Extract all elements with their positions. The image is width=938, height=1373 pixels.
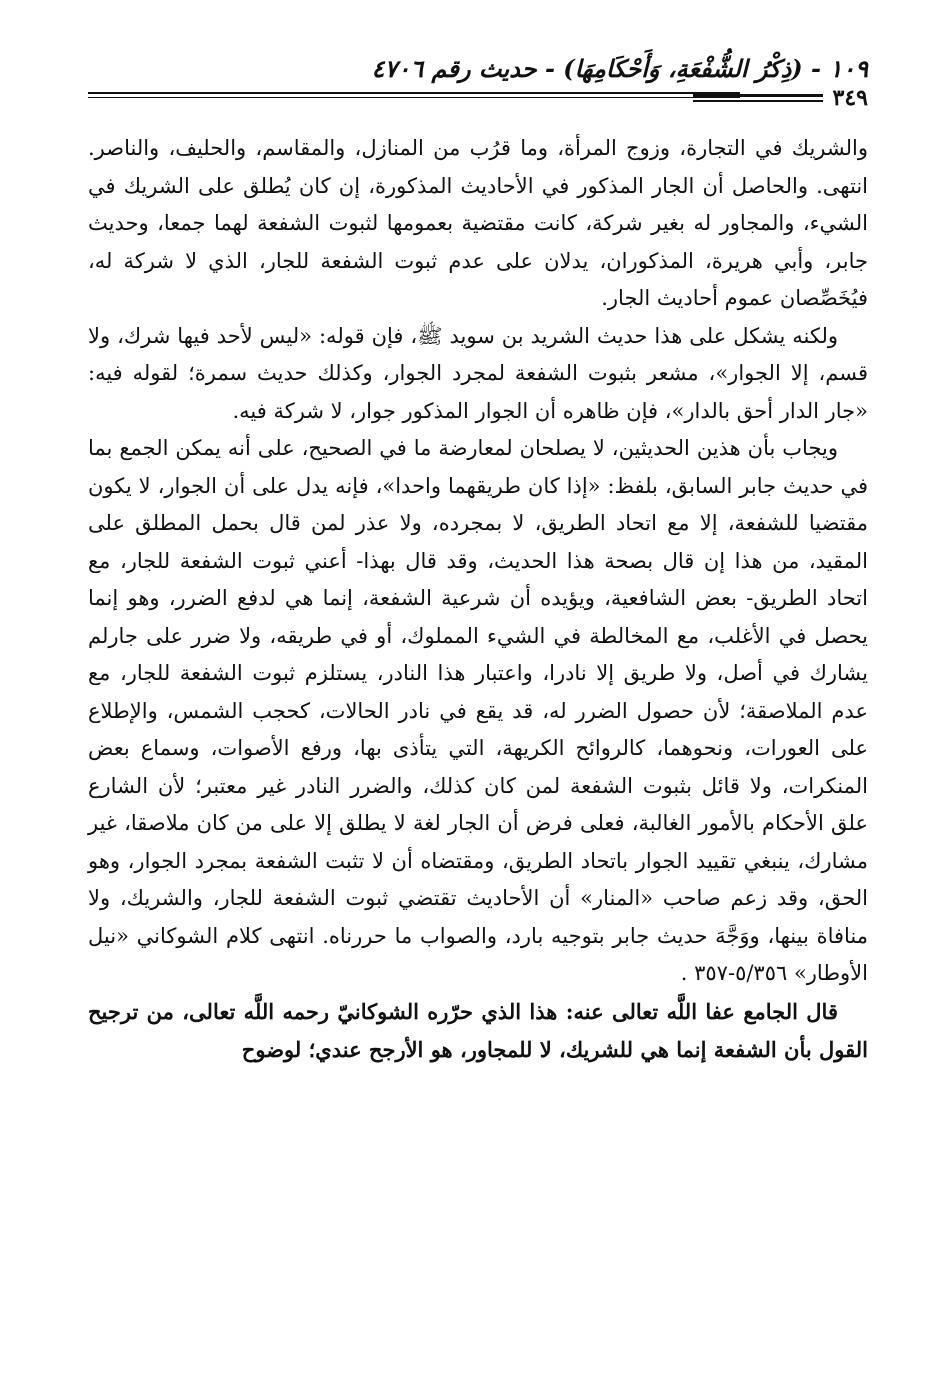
page-number-text: ٣٤٩ <box>832 85 868 111</box>
paragraph-3 <box>88 430 868 993</box>
page-number <box>833 85 868 111</box>
paragraph-text: هذا الذي حرّره الشوكانيّ رحمه اللَّه تعالى، من ترجيح القول بأن الشفعة إنما هي للشريك، لا للمجاور، هو الأرجح عندي؛ لوضوح <box>88 998 868 1062</box>
compiler-lead: قال الجامع عفا اللَّه تعالى عنه: <box>565 998 838 1024</box>
paragraph-text: والشريك في التجارة، وزوج المرأة، وما قرُب من المنازل، والمقاسم، والحليف، والناصر. انتهى. والحاصل أن الجار المذكور في الأحاديث المذكورة، إن كان يُطلق على الشريك في الشيء، والمجاور له بغير شركة، كانت مقتضية بعمومها لثبوت الشفعة لهما جمعا، وحديث جابر، وأبي هريرة، المذكوران، يدلان على عدم ثبوت الشفعة للجار، الذي لا شركة له، فيُخَصِّصان عموم أحاديث الجار. <box>88 136 868 310</box>
paragraph-text: ولكنه يشكل على هذا حديث الشريد بن سويد ﷺ، فإن قوله: «ليس لأحد فيها شرك، ولا قسم، إلا الجوار»، مشعر بثبوت الشفعة لمجرد الجوار، وكذلك حديث سمرة؛ لقوله فيه: «جار الدار أحق بالدار»، فإن ظاهره أن الجوار المذكور جوار، لا شركة فيه. <box>88 323 868 423</box>
header-rule <box>88 92 740 98</box>
paragraph-2 <box>88 318 868 431</box>
page-header <box>88 52 868 111</box>
paragraph-4 <box>88 993 868 1070</box>
page-number-rule <box>693 94 823 102</box>
header-title: ١٠٩ - (ذِكْرُ الشُّفْعَةِ، وَأَحْكَامِهَا) - حديث رقم ٤٧٠٦ <box>371 54 868 83</box>
paragraph-1 <box>88 130 868 318</box>
document-page <box>88 52 868 1062</box>
body-text <box>88 130 868 1070</box>
paragraph-text: ويجاب بأن هذين الحديثين، لا يصلحان لمعارضة ما في الصحيح، على أنه يمكن الجمع بما في حديث جابر السابق، بلفظ: «إذا كان طريقهما واحدا»، فإنه يدل على أن الجوار، لا يكون مقتضيا للشفعة، إلا مع اتحاد الطريق، لا بمجرده، ولا عذر لمن قال بحمل المطلق على المقيد، من هذا إن قال بصحة هذا الحديث، وقد قال بهذا- أعني ثبوت الشفعة للجار، مع اتحاد الطريق- بعض الشافعية، ويؤيده أن شرعية الشفعة، إنما هي لدفع الضرر، وهو إنما يحصل في الأغلب، مع المخالطة في الشيء المملوك، أو في طريقه، ولا ضرر على جارلم يشارك في أصل، ولا طريق إلا نادرا، واعتبار هذا النادر، يستلزم ثبوت الشفعة للجار، مع عدم الملاصقة؛ لأن حصول الضرر له، قد يقع في نادر الحالات، كحجب الشمس، والإطلاع على العورات، ونحوهما، كالروائح الكريهة، التي يتأذى بها، ورفع الأصوات، وسماع بعض المنكرات، ولا قائل بثبوت الشفعة لمن كان كذلك، والضرر النادر غير معتبر؛ لأن الشارع علق الأحكام بالأمور الغالبة، فعلى فرض أن الجار لغة لا يطلق إلا على من كان ملاصقا، غير مشارك، ينبغي تقييد الجوار باتحاد الطريق، ومقتضاه أن لا تثبت الشفعة بمجرد الجوار، وهو الحق، وقد زعم صاحب «المنار» أن الأحاديث تقتضي ثبوت الشفعة للجار، والشريك، ولا منافاة بينها، ووَجَّهَ حديث جابر بتوجيه بارد، والصواب ما حررناه. انتهى كلام الشوكاني «نيل الأوطار» ٥/٣٥٦-٣٥٧ . <box>88 436 868 985</box>
